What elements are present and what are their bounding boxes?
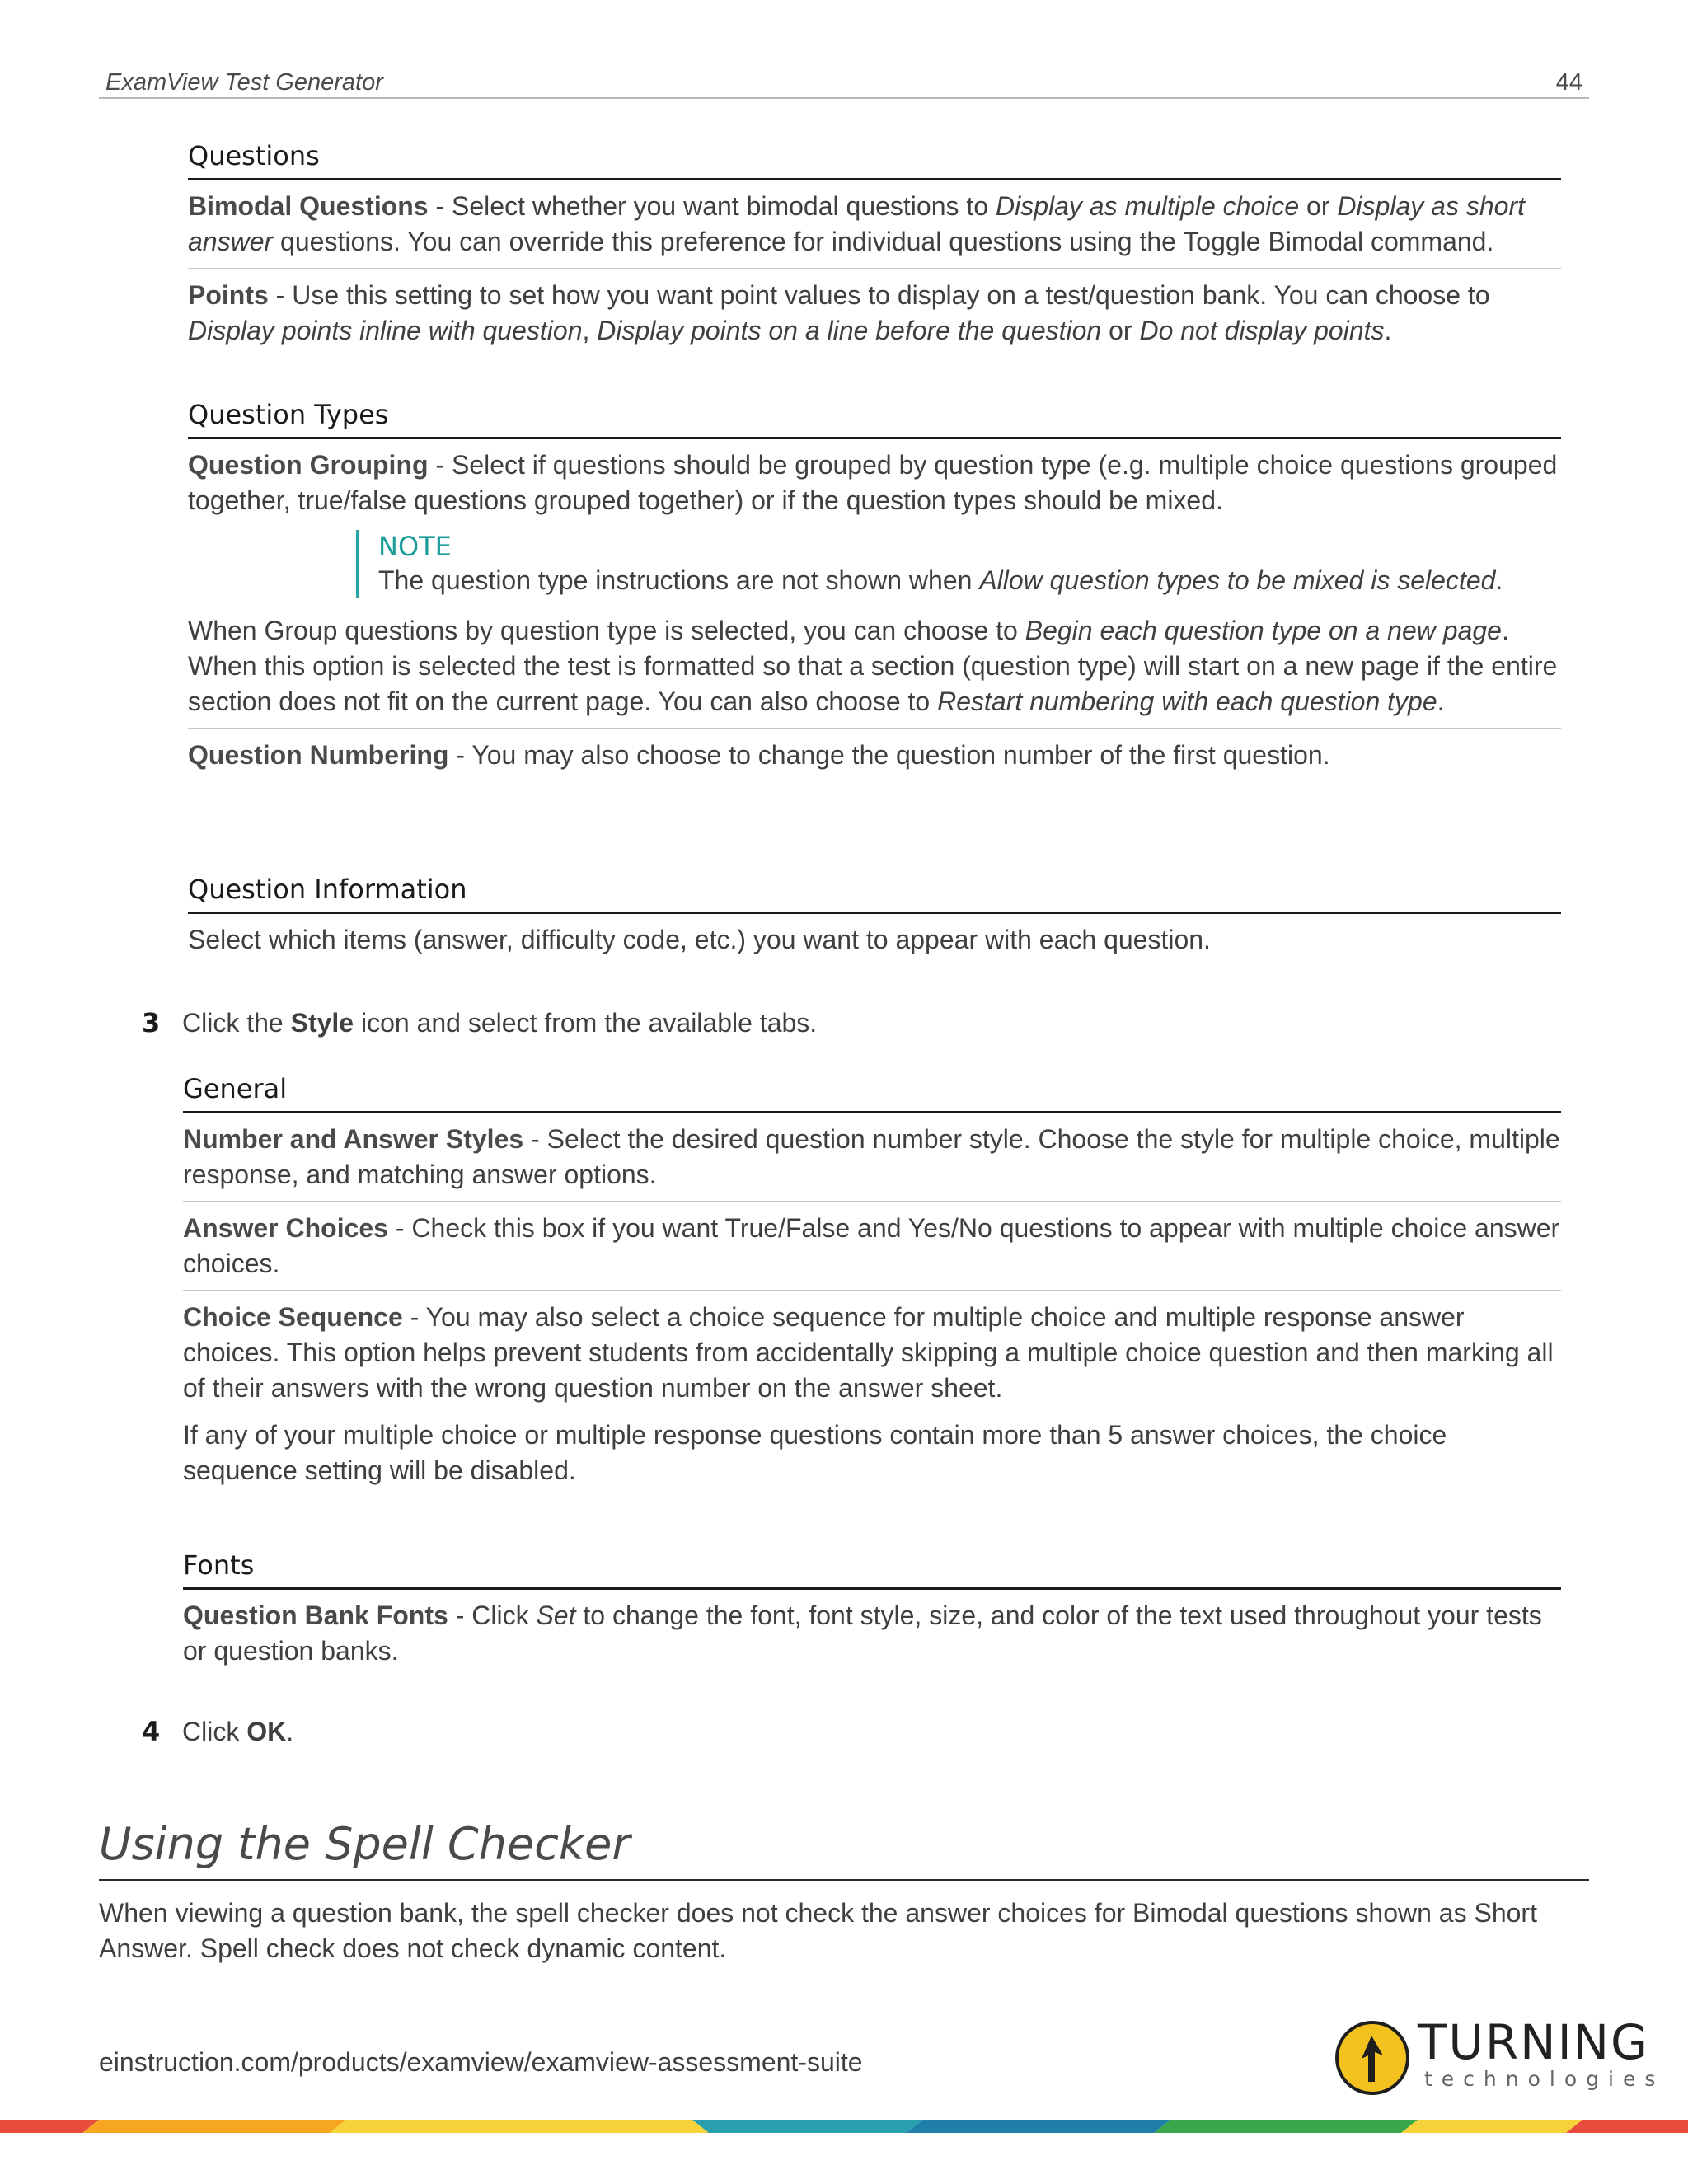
option-name: Begin each question type on a new page	[1025, 616, 1502, 645]
row-label: Bimodal Questions	[188, 191, 429, 221]
logo-mark-icon	[1335, 2021, 1409, 2095]
option-name: Allow question types to be mixed is selected	[979, 565, 1496, 595]
question-grouping-row	[188, 439, 1561, 518]
step-bold-term: OK	[246, 1717, 287, 1746]
page-number: 44	[1555, 69, 1582, 96]
note-text-part: The question type instructions are not shown when	[378, 565, 980, 595]
bimodal-questions-row	[188, 180, 1561, 269]
option-name: Display as multiple choice	[995, 191, 1300, 221]
choice-sequence-paragraph: If any of your multiple choice or multiple response questions contain more than 5 answer choices, the choice sequence setting will be disabled.	[183, 1420, 1447, 1485]
row-text: When Group questions by question type is selected, you can choose to	[188, 616, 1025, 645]
row-label: Question Grouping	[188, 450, 429, 480]
row-label: Answer Choices	[183, 1213, 388, 1243]
footer-url[interactable]: einstruction.com/products/examview/examview-assessment-suite	[99, 2047, 863, 2077]
row-text: or	[1299, 191, 1338, 221]
row-text: - Click	[448, 1601, 537, 1630]
section-title: Question Types	[188, 396, 1561, 439]
option-name: Set	[536, 1601, 576, 1630]
section-question-types	[188, 396, 1561, 781]
option-name: Display as short answer	[188, 191, 1525, 256]
row-text: questions. You can override this preference for individual questions using the Toggle Bimodal command.	[273, 227, 1494, 256]
step-bold-term: Style	[290, 1008, 354, 1038]
note-text	[378, 563, 1561, 598]
spell-checker-heading: Using the Spell Checker	[99, 1811, 1589, 1881]
turning-technologies-logo	[1335, 2014, 1665, 2102]
step-text: Click	[182, 1717, 247, 1746]
step-number: 4	[142, 1716, 161, 1747]
document-title: ExamView Test Generator	[106, 69, 383, 96]
section-title: General	[183, 1070, 1561, 1113]
row-text: . When this option is selected the test is formatted so that a section (question type) will start on a new page if the entire section does not fit on the current page. You can also choose to	[188, 616, 1558, 716]
row-text: - Use this setting to set how you want point values to display on a test/question bank. You can choose to	[268, 280, 1490, 310]
step-text: .	[286, 1717, 294, 1746]
row-text: - You may also select a choice sequence for multiple choice and multiple response answer choices. This option helps prevent students from accidentally skipping a multiple choice question and then marking all of their answers with the wrong question number on the answer sheet.	[183, 1302, 1554, 1403]
question-bank-fonts-row	[183, 1590, 1561, 1677]
section-general	[183, 1070, 1561, 1497]
step-text: Click the	[182, 1008, 291, 1038]
spell-checker-text: When viewing a question bank, the spell checker does not check the answer choices for Bimodal questions shown as Short Answer. Spell check does not check dynamic content.	[99, 1898, 1537, 1963]
step-text: icon and select from the available tabs.	[354, 1008, 818, 1038]
option-name: Restart numbering with each question type	[937, 687, 1437, 716]
row-text: .	[1384, 316, 1392, 345]
row-text: or	[1101, 316, 1140, 345]
section-fonts	[183, 1546, 1561, 1677]
row-text: - You may also choose to change the question number of the first question.	[448, 740, 1330, 770]
option-name: Display points inline with question	[188, 316, 583, 345]
number-answer-styles-row	[183, 1113, 1561, 1202]
row-label: Question Bank Fonts	[183, 1601, 448, 1630]
logo-wordmark: TURNING	[1418, 2014, 1650, 2070]
option-name: Do not display points	[1139, 316, 1385, 345]
points-row	[188, 269, 1561, 357]
note-callout	[356, 530, 1561, 598]
row-label: Choice Sequence	[183, 1302, 403, 1332]
section-title: Questions	[188, 137, 1561, 180]
question-numbering-row	[188, 729, 1561, 781]
row-text: - Check this box if you want True/False and Yes/No questions to appear with multiple choice answer choices.	[183, 1213, 1560, 1278]
section-question-information	[188, 870, 1561, 966]
row-label: Question Numbering	[188, 740, 449, 770]
note-title: NOTE	[378, 531, 452, 562]
choice-sequence-row	[183, 1291, 1561, 1409]
row-text: - Select the desired question number style. Choose the style for multiple choice, multiple response, and matching answer options.	[183, 1124, 1560, 1189]
row-text: - Select whether you want bimodal questions to	[428, 191, 996, 221]
row-text: ,	[582, 316, 598, 345]
logo-subtitle: technologies	[1424, 2067, 1665, 2091]
step-4	[142, 1714, 293, 1750]
section-title: Fonts	[183, 1546, 1561, 1590]
arrow-icon	[1339, 2024, 1406, 2092]
step-number: 3	[142, 1007, 161, 1038]
row-text: to change the font, font style, size, and color of the text used throughout your tests or question banks.	[183, 1601, 1542, 1666]
group-questions-paragraph	[188, 613, 1561, 729]
question-information-text: Select which items (answer, difficulty code, etc.) you want to appear with each question.	[188, 925, 1211, 954]
row-label: Points	[188, 280, 269, 310]
step-3	[142, 1005, 817, 1041]
note-text-part: .	[1495, 565, 1503, 595]
section-title: Question Information	[188, 870, 1561, 914]
section-questions	[188, 137, 1561, 357]
option-name: Display points on a line before the question	[597, 316, 1102, 345]
page-header	[99, 69, 1589, 99]
row-text: - Select if questions should be grouped by question type (e.g. multiple choice questions grouped together, true/false questions grouped together) or if the question types should be mixed.	[188, 450, 1558, 515]
answer-choices-row	[183, 1202, 1561, 1291]
footer-color-stripe	[0, 2116, 1688, 2133]
row-label: Number and Answer Styles	[183, 1124, 524, 1154]
row-text: .	[1437, 687, 1445, 716]
